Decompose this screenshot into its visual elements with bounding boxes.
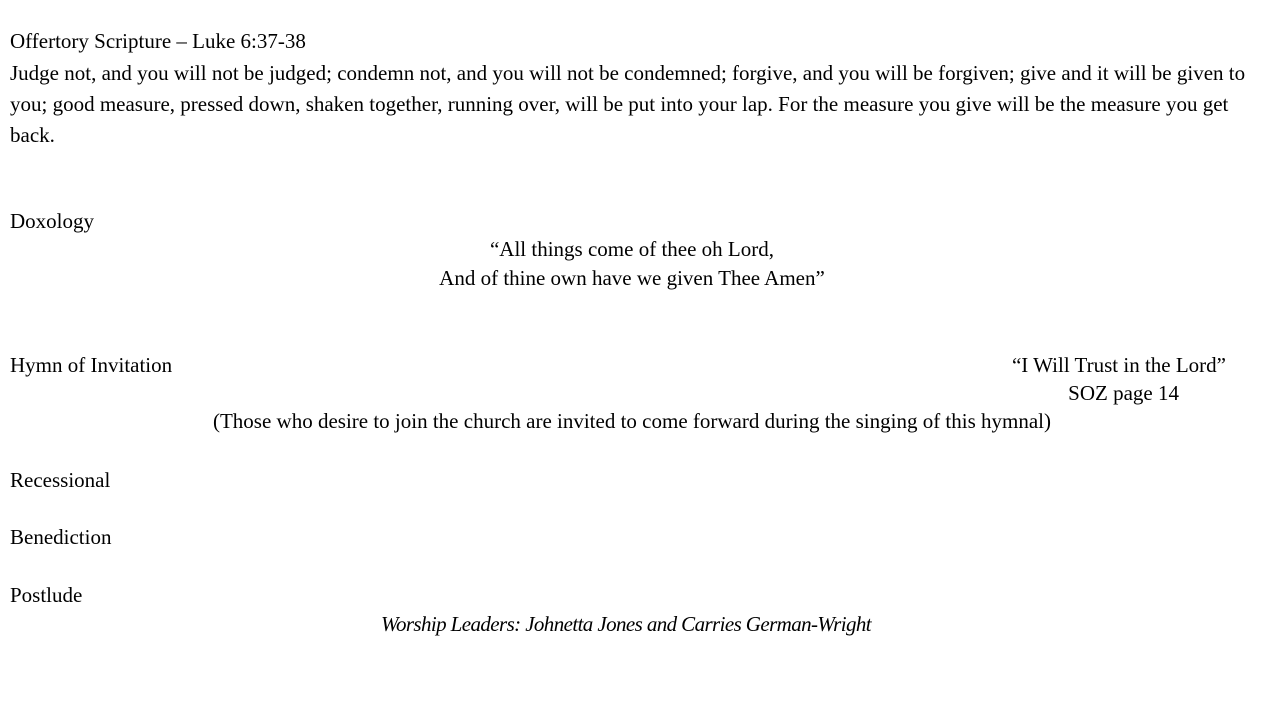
invitation-hymn-title: “I Will Trust in the Lord” xyxy=(1011,353,1226,377)
invitation-heading: Hymn of Invitation xyxy=(10,353,173,377)
worship-leaders: Worship Leaders: Johnetta Jones and Carries German-Wright xyxy=(380,612,871,636)
offertory-scripture-text: Judge not, and you will not be judged; condemn not, and you will not be condemned; forgive, and you will be forgiven; give and it will be given to you; good measure, pressed down, shaken together, running over, will be put into your lap. For the measure you give will be the measure you get back. xyxy=(10,61,1246,147)
recessional-heading: Recessional xyxy=(10,468,111,492)
invitation-note: (Those who desire to join the church are invited to come forward during the singing of this hymnal) xyxy=(212,409,1052,433)
doxology-line-2: And of thine own have we given Thee Amen” xyxy=(439,266,825,290)
invitation-hymn-page: SOZ page 14 xyxy=(1068,381,1179,405)
benediction-heading: Benediction xyxy=(10,525,112,549)
doxology-heading: Doxology xyxy=(10,209,94,233)
postlude-heading: Postlude xyxy=(10,583,83,607)
doxology-line-1: “All things come of thee oh Lord, xyxy=(489,237,774,261)
offertory-heading: Offertory Scripture – Luke 6:37-38 xyxy=(10,29,306,53)
